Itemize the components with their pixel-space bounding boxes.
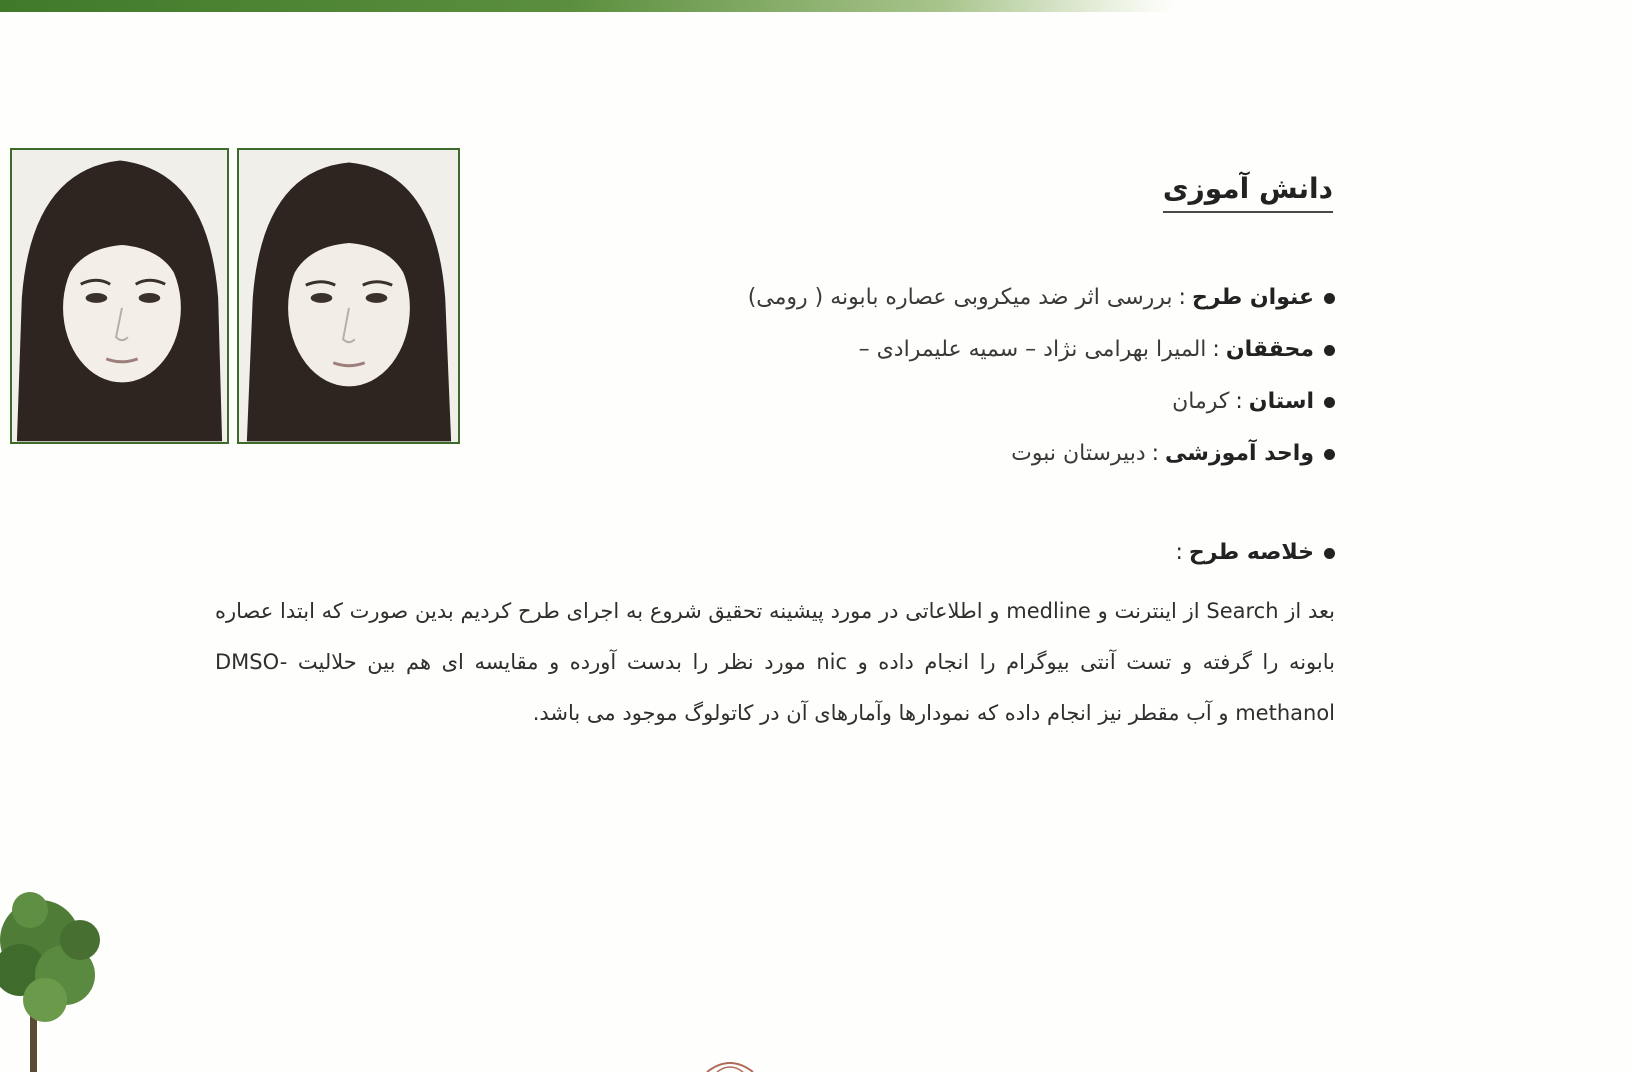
colon-separator: : xyxy=(1235,389,1243,414)
info-label: محققان xyxy=(1225,337,1314,362)
info-item-researchers xyxy=(748,332,1335,384)
bullet-icon xyxy=(1324,449,1335,460)
info-label: واحد آموزشی xyxy=(1165,441,1314,466)
colon-separator: : xyxy=(1178,285,1186,310)
bullet-icon xyxy=(1324,548,1335,559)
portrait-photo-1 xyxy=(10,148,229,444)
summary-heading xyxy=(1169,540,1335,565)
info-label: استان xyxy=(1248,389,1314,414)
project-info-list xyxy=(748,280,1335,488)
portrait-photo-2 xyxy=(237,148,460,444)
info-value: کرمان xyxy=(1172,389,1230,414)
portrait-image xyxy=(239,150,458,442)
colon-separator: : xyxy=(1151,441,1160,466)
info-item-province xyxy=(748,384,1335,436)
bullet-icon xyxy=(1324,293,1335,304)
summary-paragraph: بعد از Search از اینترنت و medline و اطلاعاتی در مورد پیشینه تحقیق شروع به اجرای طرح کردیم بدین صورت که ابتدا عصاره بابونه را گرفته و تست آنتی بیوگرام را انجام داده و nic مورد نظر را بدست آورده و مقایسه ای هم بین حلالیت DMSO-methanol و آب مقطر نیز انجام داده که نمودارها وآمارهای آن در کاتولوگ موجود می باشد. xyxy=(215,599,1336,725)
info-label: عنوان طرح xyxy=(1191,285,1314,310)
top-green-bar xyxy=(0,0,1630,12)
portrait-image xyxy=(12,150,227,442)
section-title: دانش آموزی xyxy=(1163,172,1333,213)
info-value: المیرا بهرامی نژاد – سمیه علیمرادی – xyxy=(858,337,1207,362)
info-item-school xyxy=(748,436,1335,488)
page-ornament xyxy=(705,1060,755,1072)
info-value: بررسی اثر ضد میکروبی عصاره بابونه ( رومی) xyxy=(747,285,1173,310)
info-value: دبیرستان نبوت xyxy=(1011,441,1146,466)
bullet-icon xyxy=(1324,345,1335,356)
summary-label: خلاصه طرح xyxy=(1188,540,1314,565)
bullet-icon xyxy=(1324,397,1335,408)
info-item-title xyxy=(748,280,1335,332)
colon-separator: : xyxy=(1212,337,1220,362)
tree-illustration xyxy=(0,880,110,1072)
colon-separator: : xyxy=(1175,540,1183,565)
